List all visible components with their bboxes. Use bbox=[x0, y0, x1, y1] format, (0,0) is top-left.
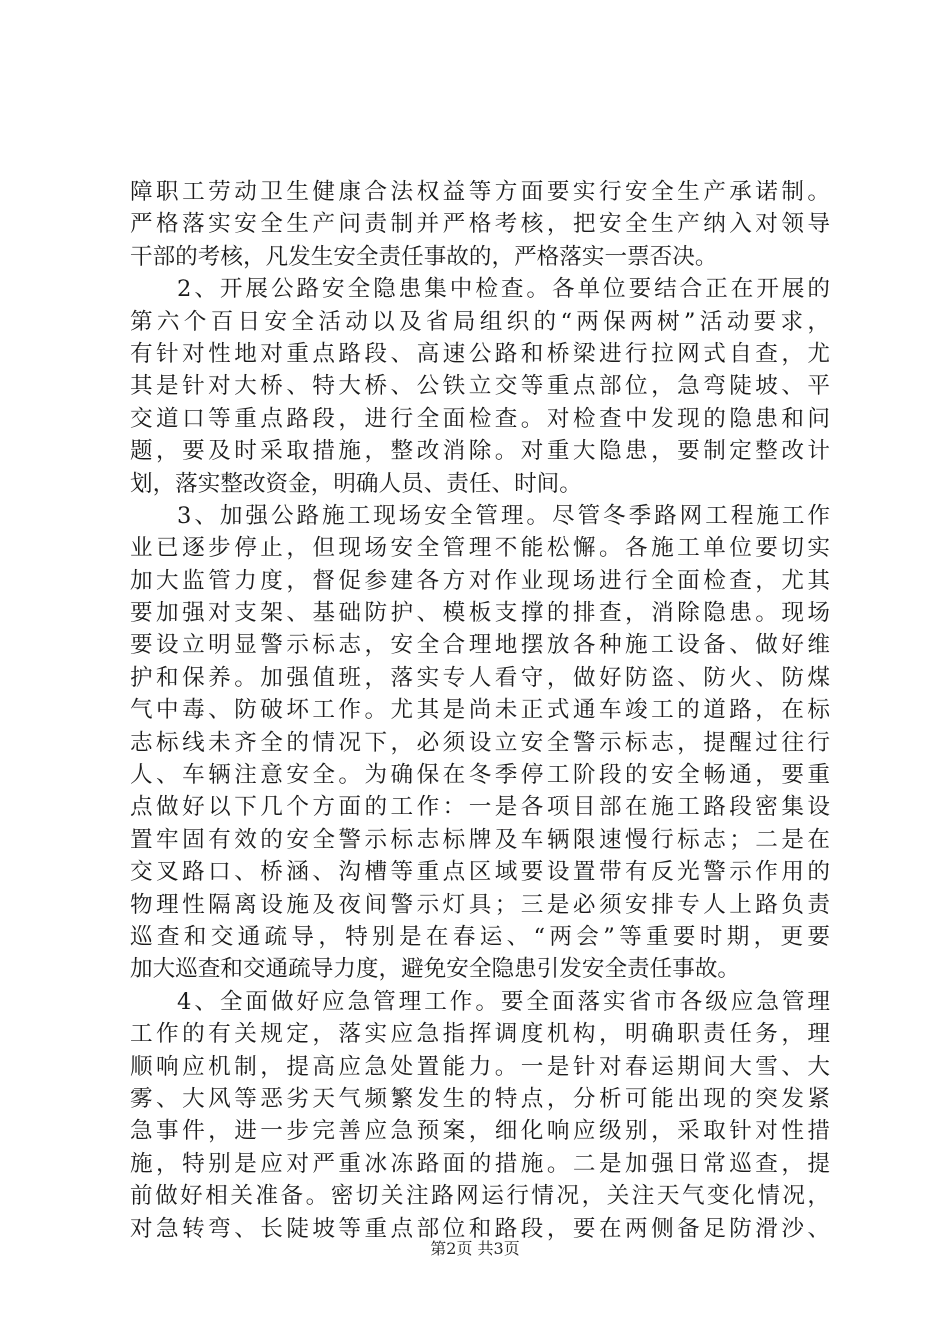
text-line: 要设立明显警示标志，安全合理地摆放各种施工设备、做好维 bbox=[130, 632, 830, 659]
text-line: 有针对性地对重点路段、高速公路和桥梁进行拉网式自查，尤 bbox=[130, 340, 830, 367]
paragraph-3-heading-line: 3、加强公路施工现场安全管理。尽管冬季路网工程施工作 bbox=[177, 502, 830, 529]
text-line: 护和保养。加强值班，落实专人看守，做好防盗、防火、防煤 bbox=[130, 664, 830, 691]
text-line: 顺响应机制，提高应急处置能力。一是针对春运期间大雪、大 bbox=[130, 1053, 830, 1080]
text-line: 前做好相关准备。密切关注路网运行情况，关注天气变化情况， bbox=[130, 1183, 830, 1210]
text-line: 工作的有关规定，落实应急指挥调度机构，明确职责任务，理 bbox=[130, 1021, 830, 1048]
text-line: 题，要及时采取措施，整改消除。对重大隐患，要制定整改计 bbox=[130, 438, 830, 465]
text-line: 气中毒、防破坏工作。尤其是尚未正式通车竣工的道路，在标 bbox=[130, 697, 830, 724]
text-line: 加大监管力度，督促参建各方对作业现场进行全面检查，尤其 bbox=[130, 567, 830, 594]
text-line: 严格落实安全生产问责制并严格考核，把安全生产纳入对领导 bbox=[130, 211, 830, 238]
text-line: 交叉路口、桥涵、沟槽等重点区域要设置带有反光警示作用的 bbox=[130, 859, 830, 886]
paragraph-2-heading-line: 2、开展公路安全隐患集中检查。各单位要结合正在开展的 bbox=[177, 276, 830, 303]
text-line: 施，特别是应对严重冰冻路面的措施。二是加强日常巡查，提 bbox=[130, 1150, 830, 1177]
text-line: 干部的考核，凡发生安全责任事故的，严格落实一票否决。 bbox=[130, 243, 718, 270]
text-line: 巡查和交通疏导，特别是在春运、“两会”等重要时期，更要 bbox=[130, 923, 830, 950]
text-line: 置牢固有效的安全警示标志标牌及车辆限速慢行标志；二是在 bbox=[130, 826, 830, 853]
text-line: 物理性隔离设施及夜间警示灯具；三是必须安排专人上路负责 bbox=[130, 891, 830, 918]
text-line: 第六个百日安全活动以及省局组织的“两保两树”活动要求， bbox=[130, 308, 830, 335]
text-line: 加大巡查和交通疏导力度，避免安全隐患引发安全责任事故。 bbox=[130, 956, 741, 983]
paragraph-4-heading-line: 4、全面做好应急管理工作。要全面落实省市各级应急管理 bbox=[177, 988, 830, 1015]
page-footer: 第2页 共3页 bbox=[430, 1239, 520, 1258]
text-line: 业已逐步停止，但现场安全管理不能松懈。各施工单位要切实 bbox=[130, 535, 830, 562]
text-line: 人、车辆注意安全。为确保在冬季停工阶段的安全畅通，要重 bbox=[130, 762, 830, 789]
text-line: 障职工劳动卫生健康合法权益等方面要实行安全生产承诺制。 bbox=[130, 179, 830, 205]
text-line: 其是针对大桥、特大桥、公铁立交等重点部位，急弯陡坡、平 bbox=[130, 373, 830, 400]
text-line: 点做好以下几个方面的工作：一是各项目部在施工路段密集设 bbox=[130, 794, 830, 821]
text-line: 要加强对支架、基础防护、模板支撑的排查，消除隐患。现场 bbox=[130, 600, 830, 627]
text-line: 划，落实整改资金，明确人员、责任、时间。 bbox=[130, 470, 582, 497]
body-text bbox=[130, 176, 830, 1245]
text-line: 志标线未齐全的情况下，必须设立安全警示标志，提醒过往行 bbox=[130, 729, 830, 756]
text-line: 雾、大风等恶劣天气频繁发生的特点，分析可能出现的突发紧 bbox=[130, 1085, 830, 1112]
text-line: 对急转弯、长陡坡等重点部位和路段，要在两侧备足防滑沙、 bbox=[130, 1215, 830, 1242]
text-line: 交道口等重点路段，进行全面检查。对检查中发现的隐患和问 bbox=[130, 405, 830, 432]
text-line: 急事件，进一步完善应急预案，细化响应级别，采取针对性措 bbox=[130, 1118, 830, 1145]
